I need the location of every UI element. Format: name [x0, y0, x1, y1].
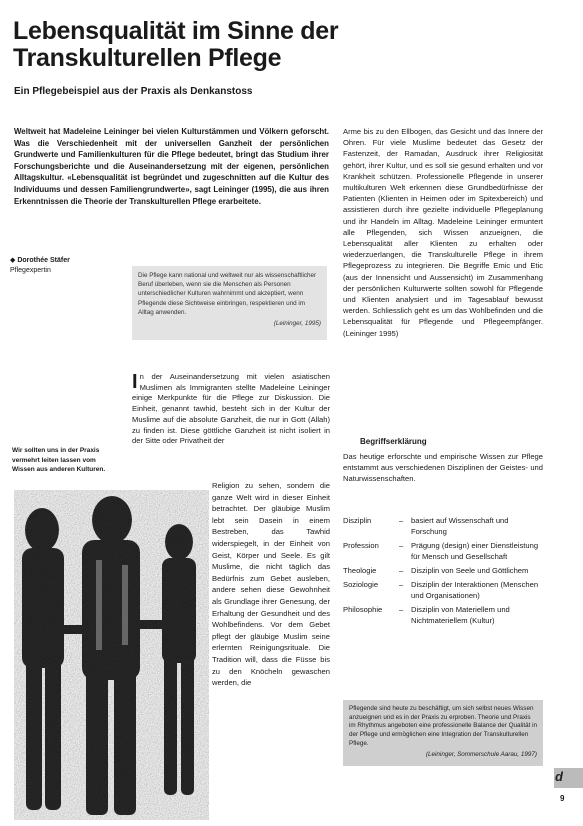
figures-photo [14, 490, 209, 820]
discipline-term: Soziologie [343, 580, 379, 589]
discipline-definition: Prägung (design) einer Dienstleistung für Mensch und Gesellschaft [411, 541, 539, 561]
pull-quote-source: (Leininger, 1995) [273, 320, 321, 328]
page-number: 9 [560, 794, 565, 803]
body-text: n der Auseinandersetzung mit vielen asiatischen Muslimen als Immigranten stellte Madeleine Leininger einige Merkpunkte für die Pflege zur Diskussion. Die Einheit, genannt tawhid, besteht sich in der Kultur der Muslime auf die absolute Ganzheit, die nur in Gott (Allah) zu finden ist. Diese göttliche Ganzheit ist nicht isoliert in der Sitte oder Privatheit der [132, 372, 330, 446]
pull-quote-text: Pflegende sind heute zu beschäftigt, um sich selbst neues Wissen anzueignen und es in der Praxis zu erproben. Theorie und Praxis im Rhythmus angeboten eine professionelle Balance der Qualität in der Pflege und ermöglichen eine Integration der Transkulturellen Pflege. [349, 705, 537, 747]
table-row [343, 540, 543, 565]
pull-quote-source: (Leininger, Sommerschule Aarau, 1997) [425, 750, 537, 758]
dash: – [399, 541, 404, 550]
corner-tab [554, 768, 583, 788]
section-heading: Begriffserklärung [360, 437, 427, 446]
diamond-bullet-icon: ◆ [10, 257, 16, 264]
discipline-definition: Disziplin der Interaktionen (Menschen und Organisationen) [411, 580, 539, 600]
discipline-definition: basiert auf Wissenschaft und Forschung [411, 516, 509, 536]
discipline-definition: Disziplin von Materiellem und Nichtmateriellem (Kultur) [411, 605, 510, 625]
disciplines-table [343, 515, 543, 629]
drop-cap: I [132, 371, 138, 393]
article-title: Lebensqualität im Sinne der Transkulturellen Pflege [13, 17, 339, 72]
corner-letter: d [555, 769, 563, 784]
discipline-term: Profession [343, 541, 379, 550]
discipline-term: Disziplin [343, 516, 372, 525]
table-row [343, 604, 543, 629]
pull-quote-text: Die Pflege kann national und weltweit nur als wissenschaftlicher Beruf überleben, wenn sie die Menschen als Personen unterschiedlicher Kulturen wahrnimmt und akzeptiert, wenn Pflegende diese Sichtweise einbringen, respektieren und im Alltag anwenden. [138, 272, 317, 316]
dash: – [399, 605, 404, 614]
dash: – [399, 580, 404, 589]
section-paragraph: Das heutige erforschte und empirische Wissen zur Pflege entstammt aus verschiedenen Disziplinen der Geistes- und Naturwissenschaften. [343, 452, 543, 484]
pull-quote-sommerschule [343, 700, 543, 766]
dash: – [399, 566, 404, 575]
article-subtitle: Ein Pflegebeispiel aus der Praxis als Denkanstoss [14, 86, 253, 97]
table-row [343, 579, 543, 604]
pull-quote-leininger [132, 266, 327, 340]
photo-caption: Wir sollten uns in der Praxis vermehrt leiten lassen vom Wissen aus anderen Kulturen. [12, 447, 106, 473]
discipline-term: Philosophie [343, 605, 383, 614]
dash: – [399, 516, 404, 525]
discipline-definition: Disziplin von Seele und Göttlichem [411, 566, 529, 575]
table-row [343, 565, 543, 579]
body-column-2-top [132, 372, 330, 447]
discipline-term: Theologie [343, 566, 377, 575]
author-name: Dorothée Stäfer [17, 257, 70, 264]
table-row [343, 515, 543, 540]
body-column-2-bottom: Religion zu sehen, sondern die ganze Welt wird in dieser Einheit betrachtet. Der gläubige Muslim lebt sein Dasein in einem Bestreben, das Tawhid widerspiegelt, in der Einheit von Geist, Körper und Seele. Es gilt Muslime, die nicht täglich das Bedürfnis zum Gebet ausleben, andere sehen diese Gewohnheit als Grundlage ihrer Genesung, der Erhaltung der Gesundheit und des Wohlbefindens. Vor dem Gebet pflegt der gläubige Muslim seine erlernten Reinigungsrituale. Die Tradition will, dass die Füsse bis zu den Knöcheln gewaschen werden, die [212, 481, 330, 688]
body-column-3-top: Arme bis zu den Ellbogen, das Gesicht und das Innere der Ohren. Für viele Muslime bedeutet das Gesetz der Fastenzeit, der Ramadan, Ausdruck ihrer Religiosität gehört, ihrer Kultur, und es soll sie gesund erhalten und vor Krankheit schützen. Professionelle Pflegende in unserer multikulturen Welt erkennen diese Grundbedürfnisse der Patienten (Klienten in Heimen oder im Spitexbereich) und assistieren durch ihre gezielte individuelle Pflegeplanung und ihr Handeln im Alltag. Madeleine Leininger ermuntert alle Pflegenden, sich Wissen anzueignen, die Lebensqualität aller Klienten zu erhalten oder wiederzuerlangen, die Transkulturelle Pflege in ihrem Pflegeprozess zu integrieren. Die Begriffe Emic und Etic (aus der Innensicht und Aussensicht) im Zusammenhang der persönlichen Kulturwerte sollten sowohl für Pflegende und Klienten analysiert und im Tagesablauf bewusst werden. Schliesslich geht es um das Wohlbefinden und die Lebensqualität für Pflegende und Pflegeempfänger. (Leininger 1995) [343, 127, 543, 338]
intro-paragraph: Weltweit hat Madeleine Leininger bei vielen Kulturstämmen und Völkern geforscht. Was die Verschiedenheit mit der universellen Ganzheit der persönlichen Grundwerte und Familienkulturen für die Pflege bedeutet, bringt das Studium ihrer Forschungsberichte und die Auseinandersetzung mit der eigenen, persönlichen Alltagskultur. «Lebensqualität ist begründet und zugeschnitten auf die Kultur des Individuums und dessen Familiengrundwerte», sagt Leininger (1995), die aus ihren Erkenntnissen die Theorie der Transkulturellen Pflege erarbeitete. [14, 127, 329, 206]
author-block [10, 256, 70, 276]
author-role: Pflegexpertin [10, 267, 51, 274]
